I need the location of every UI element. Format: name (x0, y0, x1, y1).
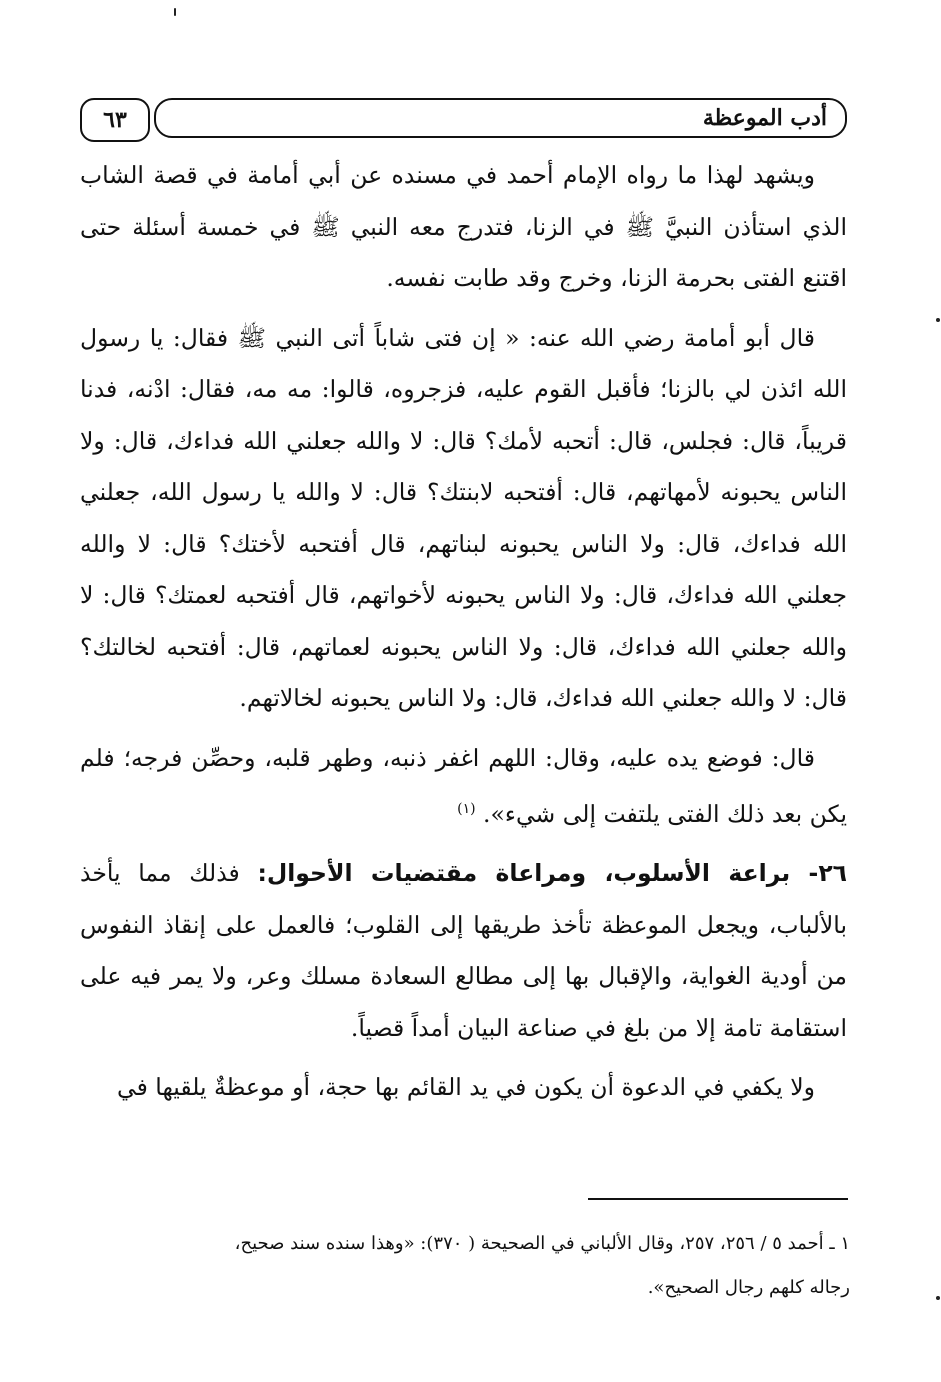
scan-mark (936, 318, 940, 322)
paragraph-hadith-end (80, 733, 847, 841)
paragraph-last: ولا يكفي في الدعوة أن يكون في يد القائم بها حجة، أو موعظةٌ يلقيها في (117, 1073, 815, 1102)
footnote-divider (588, 1198, 848, 1200)
section-body: بالألباب، ويجعل الموعظة تأخذ طريقها إلى القلوب؛ فالعمل على إنقاذ النفوس من أودية الغواية، والإقبال بها إلى مطالع السعادة مسلك وعر، ولا يمر فيه على استقامة تامة إلا من بلغ في صناعة البيان أمداً قصياً. (80, 910, 847, 1042)
footnote-marker: (١) (457, 801, 476, 817)
page-number: ٦٣ (80, 98, 150, 142)
footnote-line-1: ١ ـ أحمد ٥ / ٢٥٦، ٢٥٧، وقال الألباني في الصحيحة ( ٣٧٠): «وهذا سنده سند صحيح، (234, 1233, 850, 1254)
page-header (80, 98, 847, 142)
footnotes (80, 1222, 850, 1310)
scan-mark (936, 1296, 940, 1300)
scan-mark (174, 8, 176, 16)
section-heading: ٢٦- براعة الأسلوب، ومراعاة مقتضيات الأحوال: (257, 859, 847, 888)
main-text (80, 150, 847, 1114)
paragraph-hadith: قال أبو أمامة رضي الله عنه: « إن فتى شاباً أتى النبي ﷺ فقال: يا رسول الله ائذن لي بالزنا؛ فأقبل القوم عليه، فزجروه، قالوا: مه مه، فقال: ادْنه، فدنا قريباً، قال: فجلس، قال: أتحبه لأمك؟ قال: لا والله جعلني الله فداءك، قال: ولا الناس يحبونه لأمهاتهم، قال: أفتحبه لابنتك؟ قال: لا والله يا رسول الله، جعلني الله فداءك، قال: ولا الناس يحبونه لبناتهم، قال أفتحبه لأختك؟ قال: لا والله جعلني الله فداءك، قال: ولا الناس يحبونه لأخواتهم، قال أفتحبه لعمتك؟ قال: لا والله جعلني الله فداءك، قال: ولا الناس يحبونه لعماتهم، قال: أفتحبه لخالتك؟ قال: لا والله جعلني الله فداءك، قال: ولا الناس يحبونه لخالاتهم. (80, 323, 847, 712)
hadith-end-text: قال: فوضع يده عليه، وقال: اللهم اغفر ذنبه، وطهر قلبه، وحصِّن فرجه؛ فلم يكن بعد ذلك الفتى يلتفت إلى شيء». (80, 743, 847, 828)
section-intro: فذلك مما يأخذ (80, 859, 240, 888)
paragraph-intro: ويشهد لهذا ما رواه الإمام أحمد في مسنده عن أبي أمامة في قصة الشاب الذي استأذن النبيَّ ﷺ في الزنا، فتدرج معه النبي ﷺ في خمسة أسئلة حتى اقتنع الفتى بحرمة الزنا، وخرج وقد طابت نفسه. (80, 161, 847, 292)
footnote-line-2: رجاله كلهم رجال الصحيح». (647, 1277, 850, 1298)
running-title: أدب الموعظة (154, 98, 847, 138)
section-26 (80, 848, 847, 1054)
